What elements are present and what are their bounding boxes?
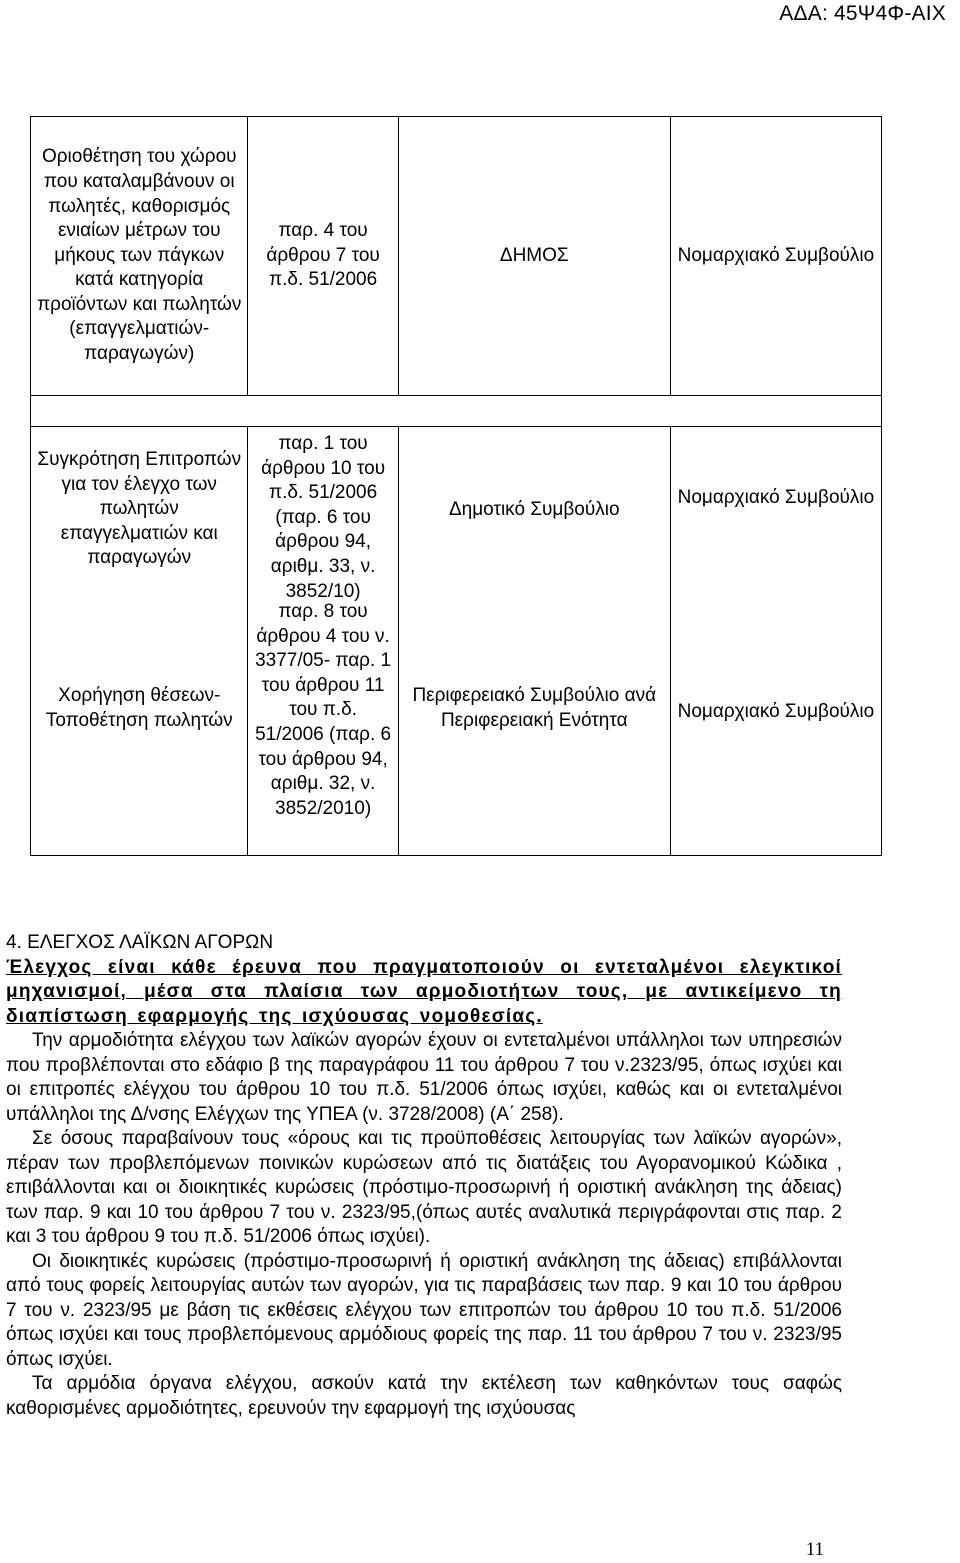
- ada-code: ΑΔΑ: 45Ψ4Φ-ΑΙΧ: [779, 2, 946, 25]
- cell-text: Δημοτικό Συμβούλιο: [448, 499, 620, 520]
- table-cell: [398, 117, 670, 396]
- table-cell: [248, 427, 398, 856]
- table-cell: [670, 117, 881, 396]
- table-cell: [31, 117, 248, 396]
- cell-text: Περιφερειακό Συμβούλιο ανά Περιφερειακή Ενότητα: [412, 685, 657, 731]
- competence-table: [30, 116, 882, 856]
- page-number: 11: [805, 1539, 824, 1560]
- definition-text: Έλεγχος είναι κάθε έρευνα που πραγματοποιούν οι εντεταλμένοι ελεγκτικοί μηχανισμοί, μέσα στα πλαίσια των αρμοδιοτήτων τους, με αντικείμενο τη διαπίστωση εφαρμογής της ισχύουσας νομοθεσίας.: [6, 956, 842, 1027]
- table-cell: [248, 117, 398, 396]
- section-heading: 4. ΕΛΕΓΧΟΣ ΛΑΪΚΩΝ ΑΓΟΡΩΝ: [6, 932, 274, 953]
- cell-text: παρ. 4 του άρθρου 7 του π.δ. 51/2006: [266, 220, 380, 291]
- cell-text: Χορήγηση θέσεων-Τοποθέτηση πωλητών: [45, 685, 233, 731]
- cell-text: Νομαρχιακό Συμβούλιο: [677, 244, 875, 266]
- cell-text: Οριοθέτηση του χώρου που καταλαμβάνουν οι πωλητές, καθορισμός ενιαίων μέτρων του μήκους των πάγκων κατά κατηγορία προϊόντων και πωλητών (επαγγελματιών-παραγωγών): [37, 146, 242, 365]
- table-row-empty: [31, 396, 882, 427]
- table-row: [31, 117, 882, 396]
- section-body: [6, 931, 842, 1421]
- table-cell: [31, 427, 248, 856]
- table-row: [31, 427, 882, 856]
- cell-text: Νομαρχιακό Συμβούλιο: [677, 487, 875, 508]
- cell-text: ΔΗΜΟΣ: [499, 244, 569, 266]
- cell-text: παρ. 1 του άρθρου 10 του π.δ. 51/2006 (παρ. 6 του άρθρου 94, αριθμ. 33, ν. 3852/10): [261, 433, 386, 602]
- paragraph: Τα αρμόδια όργανα ελέγχου, ασκούν κατά την εκτέλεση των καθηκόντων τους σαφώς καθορισμένες αρμοδιότητες, ερευνούν την εφαρμογή της ισχύουσας: [6, 1373, 842, 1419]
- paragraph: Την αρμοδιότητα ελέγχου των λαϊκών αγορών έχουν οι εντεταλμένοι υπάλληλοι των υπηρεσιών που προβλέπονται στο εδάφιο β της παραγράφου 11 του άρθρου 7 του ν.2323/95, όπως ισχύει και οι επιτροπές ελέγχου του άρθρου 10 του π.δ. 51/2006 όπως ισχύει, καθώς και οι εντεταλμένοι υπάλληλοι της Δ/νσης Ελέγχων της ΥΠΕΑ (ν. 3728/2008) (Α΄ 258).: [6, 1030, 842, 1125]
- paragraph: Οι διοικητικές κυρώσεις (πρόστιμο-προσωρινή ή οριστική ανάκληση της άδειας) επιβάλλονται από τους φορείς λειτουργίας αυτών των αγορών, για τις παραβάσεις των παρ. 9 και 10 του άρθρου 7 του ν. 2323/95 με βάση τις εκθέσεις ελέγχου των επιτροπών του άρθρου 10 του π.δ. 51/2006 όπως ισχύει και τους προβλεπόμενους αρμόδιους φορείς της παρ. 11 του άρθρου 7 του ν. 2323/95 όπως ισχύει.: [6, 1250, 842, 1370]
- table-cell-empty: [31, 396, 882, 427]
- table-cell: [398, 427, 670, 856]
- cell-text: παρ. 8 του άρθρου 4 του ν. 3377/05- παρ. 1 του άρθρου 11 του π.δ. 51/2006 (παρ. 6 του άρθρου 94, αριθμ. 32, ν. 3852/2010): [255, 601, 392, 819]
- paragraph: Σε όσους παραβαίνουν τους «όρους και τις προϋποθέσεις λειτουργίας των λαϊκών αγορών», πέραν των προβλεπόμενων ποινικών κυρώσεων από τις διατάξεις του Αγορανομικού Κώδικα , επιβάλλονται και οι διοικητικές κυρώσεις (πρόστιμο-προσωρινή ή οριστική ανάκληση της άδειας) των παρ. 9 και 10 του άρθρου 7 του ν. 2323/95,(όπως αυτές αναλυτικά περιγράφονται στις παρ. 2 και 3 του άρθρου 9 του π.δ. 51/2006 όπως ισχύει).: [6, 1128, 842, 1247]
- cell-text: Συγκρότηση Επιτροπών για τον έλεγχο των πωλητών επαγγελματιών και παραγωγών: [37, 449, 242, 569]
- table-cell: [670, 427, 881, 856]
- cell-text: Νομαρχιακό Συμβούλιο: [677, 701, 875, 722]
